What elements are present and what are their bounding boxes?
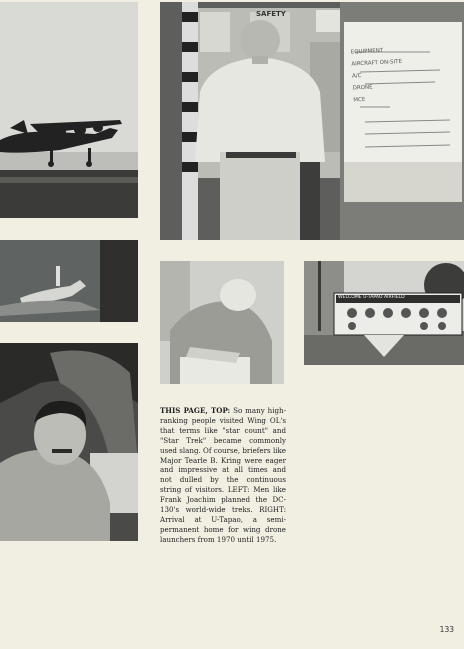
easel-line: AIRCRAFT ON-SITE: [351, 58, 403, 68]
caption-body: So many high-ranking people visited Wing OL's that terms like "star count" and "Star Trek" became commonly used slang. Of course, briefers like Major Tearle B. Kring were eager and impressive at all times and not dulled by the continuous string of visitors. LEFT: Men like Frank Joachim planned the DC-130's world-wide treks. RIGHT: Arrival at U-Tapao, a semi-permanent home for wing drone launchers from 1970 until 1975.: [160, 406, 286, 544]
easel-line: DRONE: [352, 84, 373, 92]
cockpit-crew-photo: [0, 343, 138, 541]
u-tapao-sign-photo: [304, 261, 464, 365]
easel-line: A/C: [351, 73, 362, 80]
aircraft-runway-photo: [0, 2, 138, 218]
easel-notes: [350, 42, 449, 107]
officer-at-desk-photo: [160, 261, 284, 384]
photo-caption: [160, 406, 286, 545]
briefer-photo: [160, 2, 464, 240]
ship-at-sea-photo: [0, 240, 138, 322]
easel-line: MCE: [353, 96, 366, 104]
caption-lead: THIS PAGE, TOP:: [160, 406, 231, 415]
sign-welcome-text: WELCOME U-TAPAO AIRFIELD: [338, 295, 405, 300]
safety-board-sign: SAFETY: [256, 10, 286, 18]
page-number: 133: [439, 625, 454, 634]
easel-line: EQUIPMENT: [350, 47, 384, 56]
